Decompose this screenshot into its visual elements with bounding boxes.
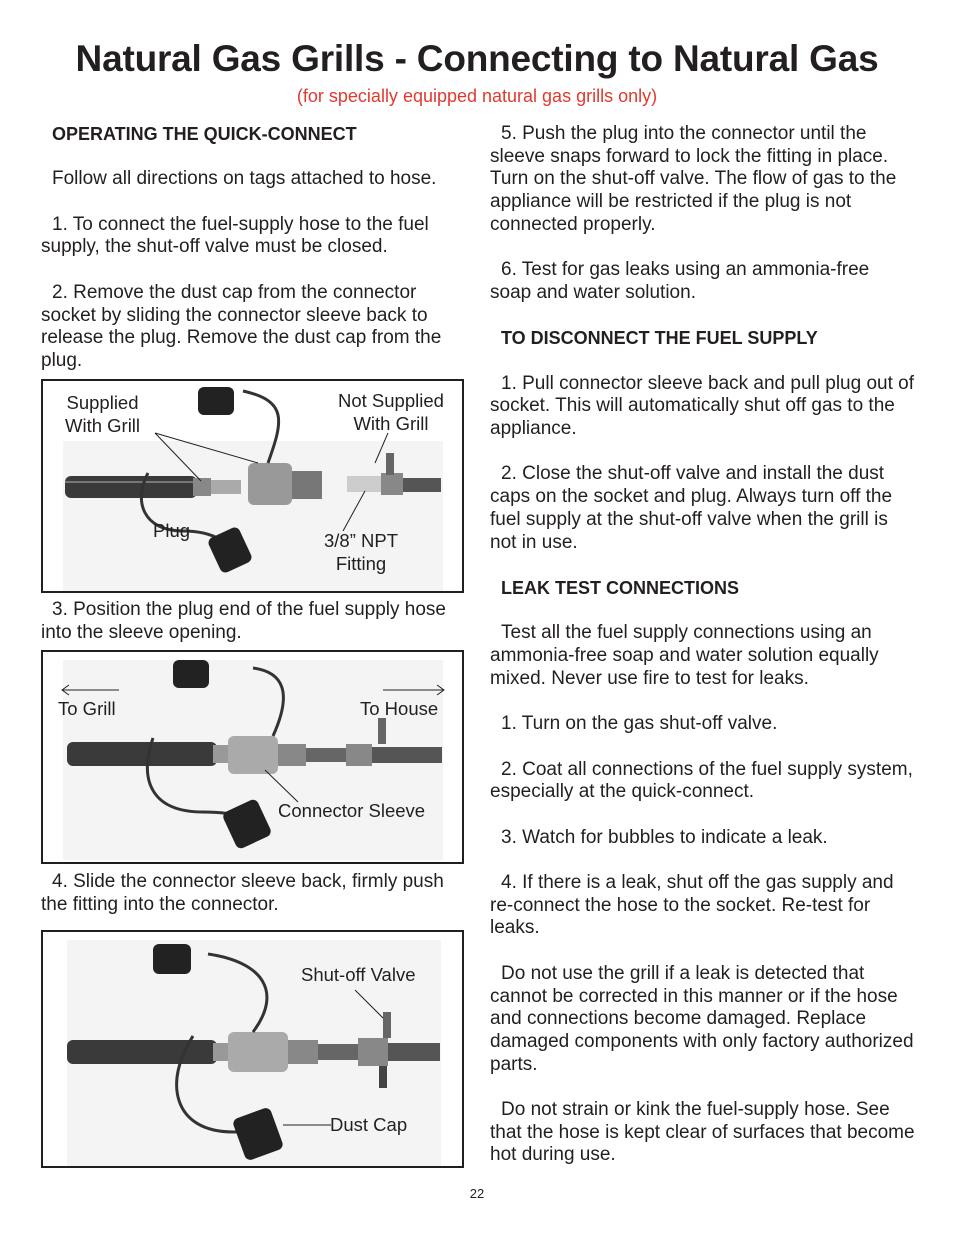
- disconnect-step-1: 1. Pull connector sleeve back and pull plug out of socket. This will automatically shut off gas to the appliance.: [490, 372, 914, 440]
- leak-step-4: 4. If there is a leak, shut off the gas supply and re-connect the hose to the socket. Re-test for leaks.: [490, 872, 894, 939]
- paragraph-follow-directions: Follow all directions on tags attached to hose.: [52, 168, 437, 190]
- label-supplied-line2: With Grill: [65, 414, 141, 436]
- label-to-grill: To Grill: [58, 698, 116, 719]
- label-npt-line2: Fitting: [335, 552, 387, 574]
- figure-shutoff-valve: [41, 930, 464, 1168]
- step-2: 2. Remove the dust cap from the connector socket by sliding the connector sleeve back to release the plug. Remove the dust cap from the plug.: [41, 281, 442, 371]
- right-column: [490, 123, 915, 1190]
- figure-2-illustration: [43, 652, 466, 866]
- disconnect-step-2: 2. Close the shut-off valve and install the dust caps on the socket and plug. Always turn off the fuel supply at the shut-off valve when the grill is not in use.: [490, 463, 893, 553]
- label-npt-fitting: [324, 530, 398, 575]
- label-connector-sleeve: Connector Sleeve: [278, 800, 426, 821]
- page-subtitle: (for specially equipped natural gas grills only): [296, 86, 658, 106]
- leak-step-3: 3. Watch for bubbles to indicate a leak.: [501, 826, 828, 848]
- left-column: [41, 123, 471, 395]
- label-not-supplied-line2: With Grill: [353, 412, 429, 434]
- label-supplied: [65, 392, 140, 437]
- label-supplied-line1: Supplied: [66, 392, 139, 413]
- heading-leak-test: LEAK TEST CONNECTIONS: [501, 577, 740, 598]
- heading-quick-connect: OPERATING THE QUICK-CONNECT: [52, 124, 357, 144]
- step-6: 6. Test for gas leaks using an ammonia-free soap and water solution.: [490, 259, 870, 303]
- leak-step-2: 2. Coat all connections of the fuel supply system, especially at the quick-connect.: [490, 758, 913, 803]
- warning-damaged: Do not use the grill if a leak is detected that cannot be corrected in this manner or if the hose and connections become damaged. Replace damaged components with only factory authorized parts.: [490, 962, 914, 1075]
- step-3: 3. Position the plug end of the fuel supply hose into the sleeve opening.: [41, 599, 446, 643]
- label-npt-line1: 3/8” NPT: [324, 530, 399, 551]
- leak-step-1: 1. Turn on the gas shut-off valve.: [501, 713, 778, 735]
- warning-kink: Do not strain or kink the fuel-supply hose. See that the hose is kept clear of surfaces that become hot during use.: [490, 1099, 915, 1166]
- label-dust-cap: Dust Cap: [330, 1114, 408, 1135]
- label-shutoff-valve: Shut-off Valve: [301, 964, 416, 985]
- figure-connector-sleeve: [41, 650, 464, 864]
- step-1: 1. To connect the fuel-supply hose to the fuel supply, the shut-off valve must be closed.: [41, 213, 429, 258]
- leak-intro: Test all the fuel supply connections using an ammonia-free soap and water solution equally mixed. Never use fire to test for leaks.: [490, 622, 879, 689]
- step-4: 4. Slide the connector sleeve back, firmly push the fitting into the connector.: [41, 871, 444, 915]
- step-5: 5. Push the plug into the connector until the sleeve snaps forward to lock the fitting in place. Turn on the shut-off valve. The flow of gas to the appliance will be restricted if the plug is not connected properly.: [490, 123, 897, 235]
- left-column-step4: [41, 871, 471, 939]
- page-number: 22: [469, 1186, 485, 1201]
- label-plug: Plug: [153, 520, 191, 541]
- page-title: Natural Gas Grills - Connecting to Natural Gas: [75, 38, 879, 79]
- label-to-house: To House: [360, 698, 439, 719]
- heading-disconnect: TO DISCONNECT THE FUEL SUPPLY: [501, 328, 818, 349]
- figure-plug-and-fitting: [41, 379, 464, 593]
- label-not-supplied-line1: Not Supplied: [338, 390, 444, 411]
- label-not-supplied: [338, 390, 444, 435]
